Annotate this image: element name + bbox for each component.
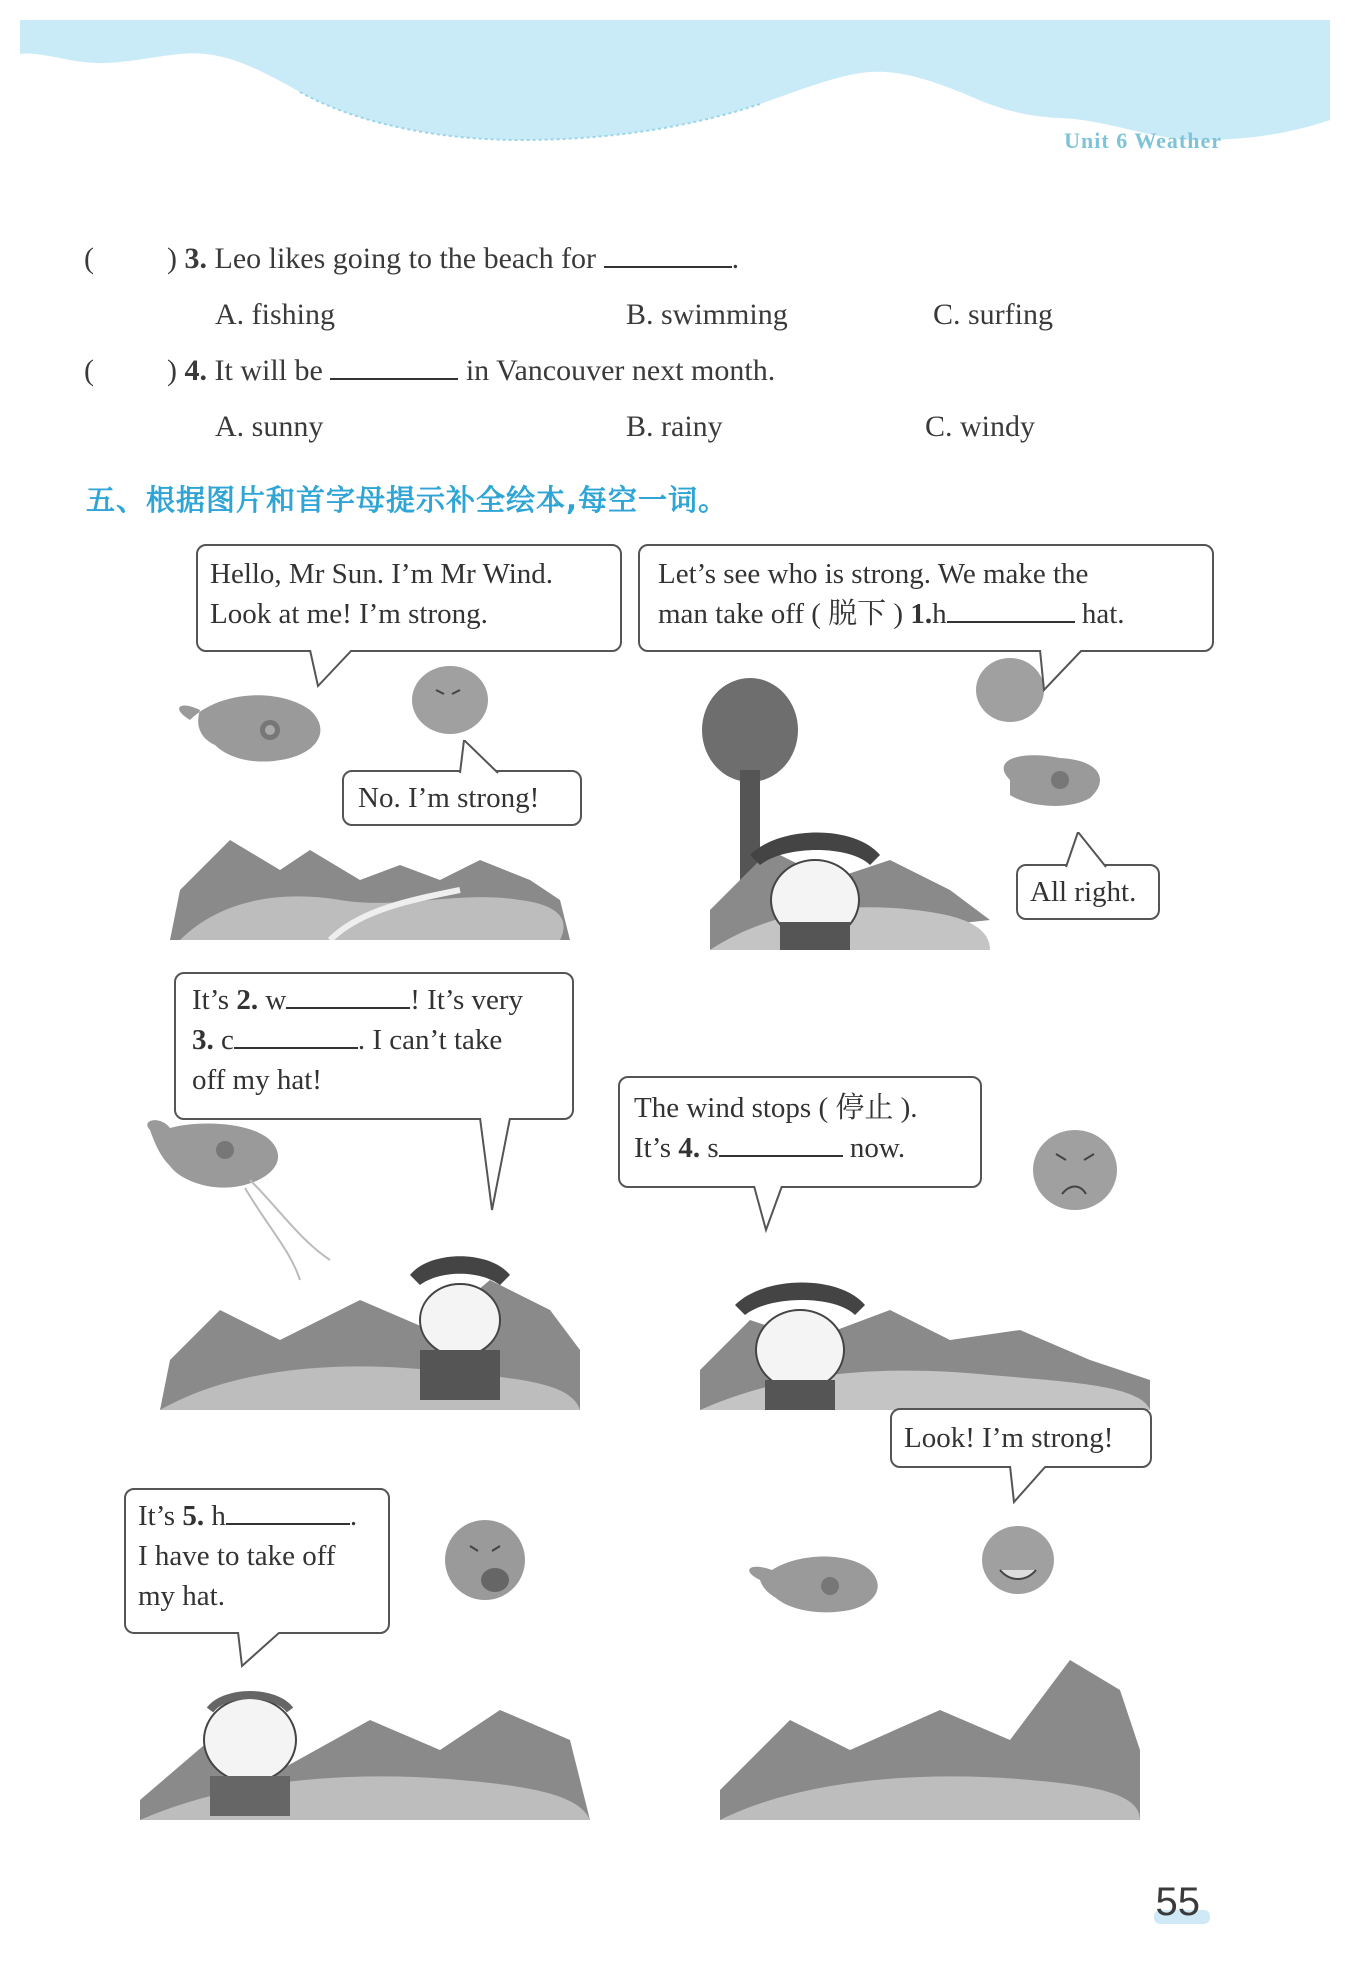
sun-character-icon	[982, 1526, 1054, 1594]
bubble-line	[192, 1020, 556, 1060]
blank-line[interactable]	[286, 983, 410, 1009]
hint-letter: w	[265, 984, 287, 1016]
blank-line[interactable]	[234, 1023, 358, 1049]
bubble-text: now.	[849, 1132, 906, 1164]
sun-character-icon	[976, 658, 1044, 722]
bubble-text: Let’s see who is strong. We make the	[658, 558, 1089, 590]
sun-character-icon	[445, 1520, 525, 1600]
bubble-text: It’s	[634, 1132, 672, 1164]
landscape-icon	[170, 840, 570, 940]
option-a: A. fishing	[215, 298, 335, 331]
hint-letter: h	[211, 1500, 226, 1532]
panel-6-illustration	[700, 1500, 1170, 1820]
bubble-line	[634, 1128, 966, 1168]
landscape-icon	[160, 1280, 580, 1410]
speech-bubble-3	[638, 544, 1214, 652]
bubble-tail	[308, 650, 354, 690]
bubble-tail	[1038, 650, 1084, 694]
paren-open: (	[84, 354, 94, 387]
man-without-hat-icon	[204, 1695, 296, 1816]
speech-bubble-1	[196, 544, 622, 652]
question-text-end: .	[731, 242, 740, 275]
bubble-text: The wind stops ( 停止 ).	[634, 1092, 918, 1124]
bubble-text: hat.	[1081, 598, 1125, 630]
bubble-text: my hat.	[138, 1580, 225, 1612]
wind-character-icon	[179, 695, 320, 761]
unit-title: Weather	[1134, 128, 1222, 153]
bubble-text: It’s	[138, 1500, 176, 1532]
bubble-tail	[752, 1186, 786, 1234]
question-4	[84, 354, 775, 388]
bubble-text: No. I’m strong!	[358, 782, 540, 814]
bubble-text: man take off ( 脱下 )	[658, 598, 904, 630]
question-number: 4.	[184, 354, 207, 387]
option-b: B. rainy	[626, 410, 723, 443]
bubble-text: Look! I’m strong!	[904, 1422, 1114, 1454]
blank-number: 1.	[910, 598, 933, 630]
question-number: 3.	[184, 242, 207, 275]
bubble-tail	[1008, 1466, 1048, 1506]
bubble-text: Look at me! I’m strong.	[210, 598, 488, 630]
unit-word: Unit	[1064, 128, 1110, 153]
bubble-text: It’s	[192, 984, 230, 1016]
option-a: A. sunny	[215, 410, 324, 443]
speech-bubble-8	[890, 1408, 1152, 1468]
blank-number: 5.	[182, 1500, 205, 1532]
question-text: Leo likes going to the beach for	[214, 242, 597, 275]
landscape-icon	[720, 1660, 1140, 1820]
unit-number: 6	[1116, 128, 1129, 153]
bubble-tail	[478, 1118, 512, 1214]
bubble-line	[192, 980, 556, 1020]
option-c: C. windy	[925, 410, 1036, 443]
bubble-line	[138, 1496, 376, 1536]
paren-close: )	[167, 242, 177, 275]
wind-character-icon	[1004, 755, 1100, 806]
hint-letter: s	[707, 1132, 719, 1164]
blank-number: 3.	[192, 1024, 214, 1056]
wind-character-icon	[749, 1557, 877, 1613]
blank-line[interactable]	[226, 1499, 350, 1525]
blank-line[interactable]	[947, 597, 1075, 623]
blank-number: 2.	[236, 984, 259, 1016]
bubble-text: I have to take off	[138, 1540, 336, 1572]
blank-line[interactable]	[719, 1131, 843, 1157]
bubble-text: . I can’t take	[357, 1024, 503, 1056]
bubble-tail	[458, 740, 502, 774]
wind-character-icon	[147, 1120, 330, 1280]
paren-open: (	[84, 242, 94, 275]
speech-bubble-2	[342, 770, 582, 826]
panel-3-illustration	[130, 1110, 600, 1410]
blank-line[interactable]	[330, 354, 458, 380]
unit-header	[1064, 128, 1222, 154]
speech-bubble-6	[618, 1076, 982, 1188]
hint-letter: c	[221, 1024, 234, 1056]
bubble-text: ! It’s very	[410, 984, 524, 1016]
bubble-text: .	[349, 1500, 358, 1532]
bubble-text: Hello, Mr Sun. I’m Mr Wind.	[210, 558, 554, 590]
paren-close: )	[167, 354, 177, 387]
bubble-text: All right.	[1030, 876, 1137, 908]
blank-line[interactable]	[604, 242, 732, 268]
option-b: B. swimming	[626, 298, 788, 331]
man-holding-hat-icon	[410, 1256, 510, 1400]
blank-number: 4.	[678, 1132, 701, 1164]
bubble-tail	[236, 1632, 282, 1670]
section-title: 五、根据图片和首字母提示补全绘本,每空一词。	[86, 483, 729, 517]
speech-bubble-5	[174, 972, 574, 1120]
question-3	[84, 242, 739, 276]
question-text: It will be	[214, 354, 323, 387]
speech-bubble-4	[1016, 864, 1160, 920]
option-c: C. surfing	[933, 298, 1053, 331]
hint-letter: h	[932, 598, 947, 630]
sun-character-icon	[412, 666, 488, 734]
bubble-line	[658, 594, 1194, 634]
sun-character-icon	[1033, 1130, 1117, 1210]
speech-bubble-7	[124, 1488, 390, 1634]
question-text-end: in Vancouver next month.	[465, 354, 776, 387]
bubble-tail	[1064, 832, 1108, 868]
bubble-text: off my hat!	[192, 1064, 322, 1096]
page-number: 55	[1155, 1880, 1200, 1924]
